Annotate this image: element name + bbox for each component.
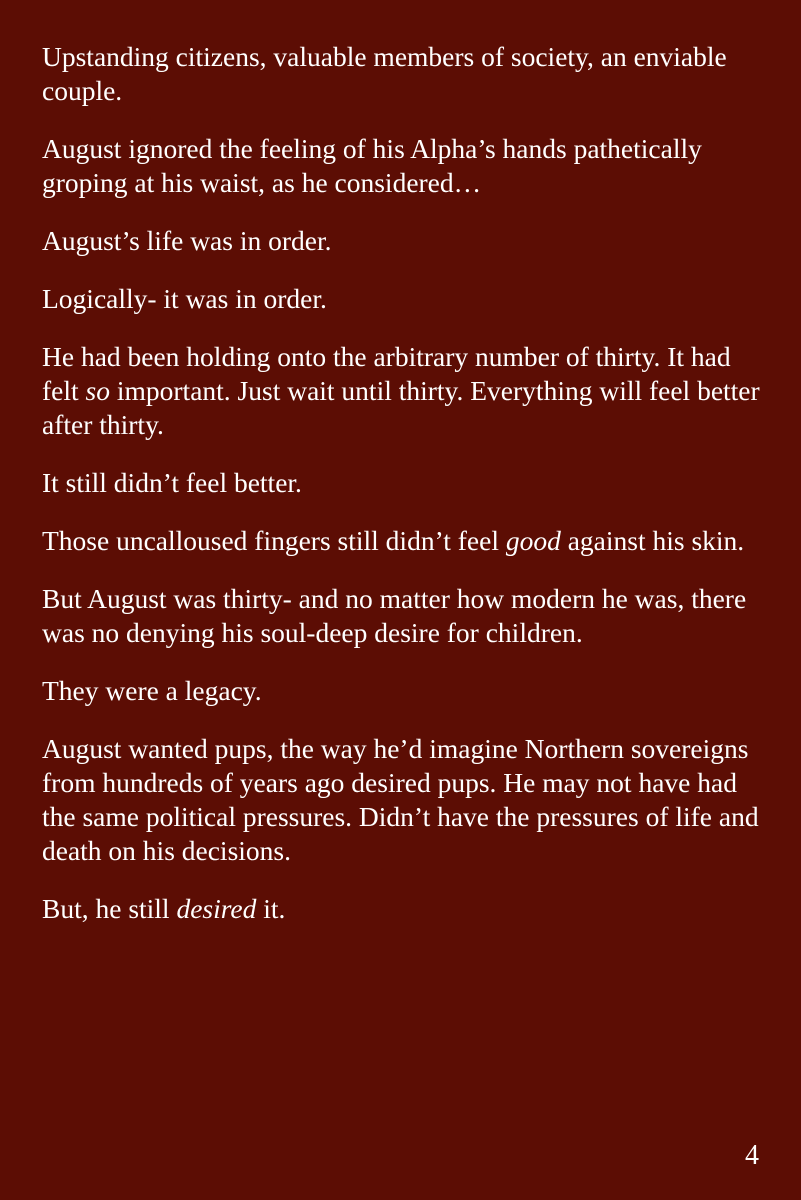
paragraph [42,466,761,500]
text-run: August ignored the feeling of his Alpha’s hands pathetically groping at his waist, as he considered… [42,133,702,198]
emphasized-text: so [85,375,110,406]
page-number: 4 [745,1140,759,1171]
paragraph [42,674,761,708]
text-run: against his skin. [560,525,745,556]
paragraph [42,132,761,200]
text-run: Logically- it was in order. [42,283,327,314]
paragraph [42,732,761,868]
paragraph [42,224,761,258]
text-run: August wanted pups, the way he’d imagine Northern sovereigns from hundreds of years ago desired pups. He may not have had the same political pressures. Didn’t have the pressures of life and death on his decisions. [42,733,759,866]
text-run: But August was thirty- and no matter how modern he was, there was no denying his soul-deep desire for children. [42,583,747,648]
text-run: Upstanding citizens, valuable members of society, an enviable couple. [42,41,727,106]
text-run: It still didn’t feel better. [42,467,302,498]
text-run: But, he still [42,893,177,924]
text-run: it. [256,893,286,924]
text-run: August’s life was in order. [42,225,332,256]
text-run: They were a legacy. [42,675,262,706]
paragraph [42,892,761,926]
text-run: Those uncalloused fingers still didn’t feel [42,525,506,556]
emphasized-text: desired [176,893,257,924]
paragraph [42,40,761,108]
paragraph [42,340,761,442]
body-text [42,40,761,926]
emphasized-text: good [505,525,561,556]
text-run: He had been holding onto the arbitrary number of thirty. It had felt [42,341,731,406]
paragraph [42,524,761,558]
text-run: important. Just wait until thirty. Everything will feel better after thirty. [42,375,760,440]
paragraph [42,282,761,316]
paragraph [42,582,761,650]
